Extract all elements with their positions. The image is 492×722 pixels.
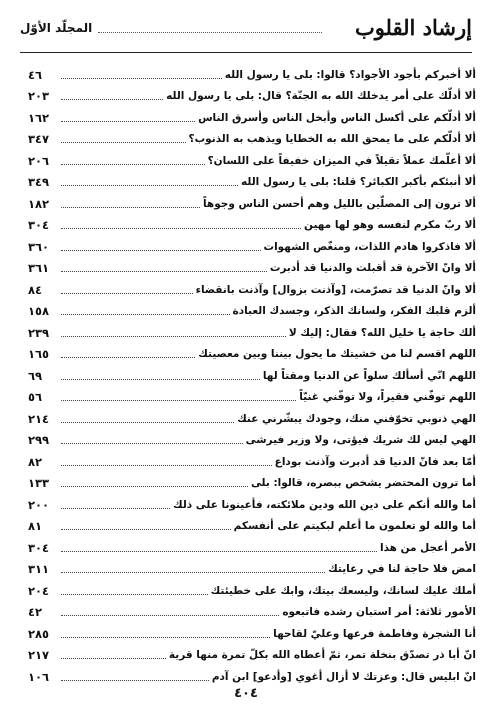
dot-leader [61, 78, 222, 79]
book-title: إرشاد القلوب [354, 15, 472, 40]
dot-leader [61, 615, 279, 616]
entry-text: ألزم قلبك الفكر، ولسانك الذكر، وجسدك العبادة [232, 305, 476, 317]
dot-leader [61, 185, 238, 186]
volume-label: المجلّد الأوّل [20, 21, 93, 35]
index-entry [28, 103, 476, 125]
entry-page-number: ١٨٢ [28, 196, 50, 211]
dot-leader [61, 121, 195, 122]
entry-page-number: ٣٦١ [28, 261, 50, 275]
entry-page-number: ١٣٣ [28, 476, 50, 490]
entry-page-number: ٢١٧ [28, 648, 50, 662]
dot-leader [61, 400, 296, 401]
dot-leader [61, 357, 195, 358]
entry-page-number: ١٦٥ [28, 347, 50, 361]
entry-text: ألا أعلّمك عملاً تقيلاً في الميزان خفيفاً على اللسان؟ [207, 154, 476, 167]
entry-page-number: ٣٦٠ [28, 239, 50, 254]
dot-leader [61, 336, 286, 337]
entry-page-number: ٢٩٩ [28, 433, 50, 447]
page-number: ٤٠٤ [234, 686, 258, 701]
index-entry [28, 533, 476, 555]
entry-page-number: ٤٢ [28, 605, 43, 619]
entry-text: اللهم اقسم لنا من خشيتك ما يحول بيننا وبين معصيتك [198, 348, 476, 360]
entry-page-number: ٣٠٤ [28, 540, 50, 555]
entry-page-number: ١٥٨ [28, 304, 50, 318]
entry-text: الأمور ثلاثة: أمر استبان رشده فاتبعوه [282, 606, 476, 618]
entry-text: ألا وانّ الآخرة قد أقبلت والدنيا قد أدبرت [269, 262, 476, 274]
index-entry [28, 60, 476, 82]
entry-page-number: ١٦٢ [28, 110, 50, 125]
entry-page-number: ١٠٦ [28, 669, 50, 684]
entry-text: ألا أنبئكم بأكبر الكبائر؟ قلنا: بلى يا رسول الله [241, 176, 476, 188]
dot-leader [61, 551, 377, 552]
entry-text: اللهم توفّني فقيراً، ولا توفّني غنيّاً [299, 391, 476, 403]
dot-leader [61, 228, 301, 229]
dot-leader [61, 207, 200, 208]
index-entry [28, 512, 476, 534]
index-entry [28, 168, 476, 190]
index-entry [28, 555, 476, 577]
index-entry [28, 619, 476, 641]
entry-page-number: ٣١١ [28, 562, 50, 576]
dot-leader [61, 164, 205, 165]
index-entry [28, 318, 476, 340]
dot-leader [61, 99, 163, 100]
entry-text: اللهم انّي أسألك سلواً عن الدنيا ومقتاً لها [262, 369, 476, 382]
entry-page-number: ٥٦ [28, 390, 43, 404]
entry-text: الأمر أعجل من هذا [379, 541, 476, 554]
index-list [28, 60, 476, 684]
index-entry [28, 490, 476, 512]
index-entry [28, 598, 476, 620]
dot-leader [61, 465, 272, 466]
dot-leader [61, 314, 230, 315]
dot-leader [61, 142, 186, 143]
dot-leader [61, 250, 261, 251]
entry-text: ألا وانّ الدنيا قد تصرّمت، [وآذنت بزوال] وآذنت بانقضاء [195, 283, 476, 296]
entry-page-number: ٣٤٧ [28, 132, 50, 146]
dot-leader [61, 379, 260, 380]
entry-text: الهي ذنوبي تخوّفني منك، وجودك يبشّرني عنك [237, 412, 476, 425]
entry-page-number: ٢٠٣ [28, 89, 50, 103]
entry-text: أما والله لو تعلمون ما أعلم لبكيتم على أنفسكم [233, 520, 476, 532]
dot-leader [61, 680, 209, 681]
entry-page-number: ٨١ [28, 519, 43, 533]
dot-leader [61, 271, 267, 272]
index-entry [28, 447, 476, 469]
entry-text: انّ ابليس قال: وعزتك لا أزال أغوي [وأدعو] ابن آدم [211, 670, 476, 683]
index-entry [28, 641, 476, 663]
index-entry [28, 297, 476, 319]
dot-leader [61, 508, 170, 509]
dot-leader [61, 443, 243, 444]
index-entry [28, 125, 476, 147]
index-entry [28, 275, 476, 297]
entry-text: انّ أبا ذر تصدّق بنخلة تمر، ثمّ أعطاه الله بكلّ تمرة منها قرية [168, 649, 476, 661]
dot-leader [61, 594, 208, 595]
entry-text: ألا أدلّك على أمر يدخلك الله به الجنّة؟ قال: بلى يا رسول الله [166, 90, 476, 102]
entry-text: أما والله أنكم على دين الله ودين ملائكته، فأعينونا على ذلك [173, 498, 476, 511]
dot-leader [61, 637, 270, 638]
dot-leader [61, 572, 325, 573]
entry-page-number: ٢٨٥ [28, 626, 50, 641]
running-header [20, 12, 472, 50]
entry-text: ألا ربّ مكرم لنفسه وهو لها مهين [304, 219, 476, 231]
entry-text: ألا أدلّكم على أكسل الناس وأبخل الناس وأسرق الناس [198, 111, 476, 124]
dot-leader [61, 529, 231, 530]
index-entry [28, 469, 476, 491]
entry-page-number: ٨٢ [28, 454, 43, 469]
entry-text: ألا أخبركم بأجود الأجواد؟ قالوا: بلى يا رسول الله [224, 68, 476, 81]
entry-text: ألا ترون إلى المصلّين بالليل وهم أحسن الناس وجوهاً [202, 197, 476, 210]
index-entry [28, 426, 476, 448]
entry-page-number: ٢٣٩ [28, 325, 50, 340]
dot-leader [61, 422, 234, 423]
entry-page-number: ٦٩ [28, 368, 43, 383]
entry-page-number: ٢١٤ [28, 411, 50, 426]
entry-text: الهي ليس لك شريك فيؤتى، ولا وزير فيرشى [245, 434, 476, 446]
entry-text: امض فلا حاجة لنا في رعايتك [328, 563, 476, 575]
entry-page-number: ٤٦ [28, 67, 43, 82]
entry-text: أنا الشجرة وفاطمة فرعها وعليّ لقاحها [273, 627, 476, 640]
header-divider [20, 52, 472, 53]
entry-page-number: ٢٠٤ [28, 583, 50, 598]
index-entry [28, 189, 476, 211]
dot-leader [61, 486, 248, 487]
index-entry [28, 383, 476, 405]
index-entry [28, 254, 476, 276]
dot-leader [61, 658, 166, 659]
entry-page-number: ٣٠٤ [28, 218, 50, 232]
entry-text: أمّا بعد فانّ الدنيا قد أدبرت وآذنت بوداع [274, 455, 476, 468]
index-entry [28, 404, 476, 426]
entry-text: أملك عليك لسانك، وليسعك بيتك، وابك على خطيئتك [210, 584, 476, 597]
index-entry [28, 232, 476, 254]
entry-text: ألا فاذكروا هادم اللذات، ومنغّص الشهوات [263, 240, 476, 253]
entry-text: ألك حاجة يا خليل الله؟ فقال: إليك لا [288, 326, 476, 339]
entry-text: ألا أدلّكم على ما يمحق الله به الخطايا ويذهب به الذنوب؟ [188, 133, 476, 145]
entry-page-number: ٢٠٦ [28, 153, 50, 168]
index-entry [28, 662, 476, 684]
index-entry [28, 211, 476, 233]
index-entry [28, 361, 476, 383]
dot-leader [61, 293, 193, 294]
index-entry [28, 340, 476, 362]
entry-page-number: ٣٤٩ [28, 175, 50, 189]
entry-text: أما ترون المحتضر يشخص ببصره، قالوا: بلى [250, 477, 476, 489]
entry-page-number: ٨٤ [28, 282, 43, 297]
index-entry [28, 146, 476, 168]
entry-page-number: ٢٠٠ [28, 497, 50, 512]
index-entry [28, 576, 476, 598]
header-leader [98, 32, 322, 33]
index-entry [28, 82, 476, 104]
